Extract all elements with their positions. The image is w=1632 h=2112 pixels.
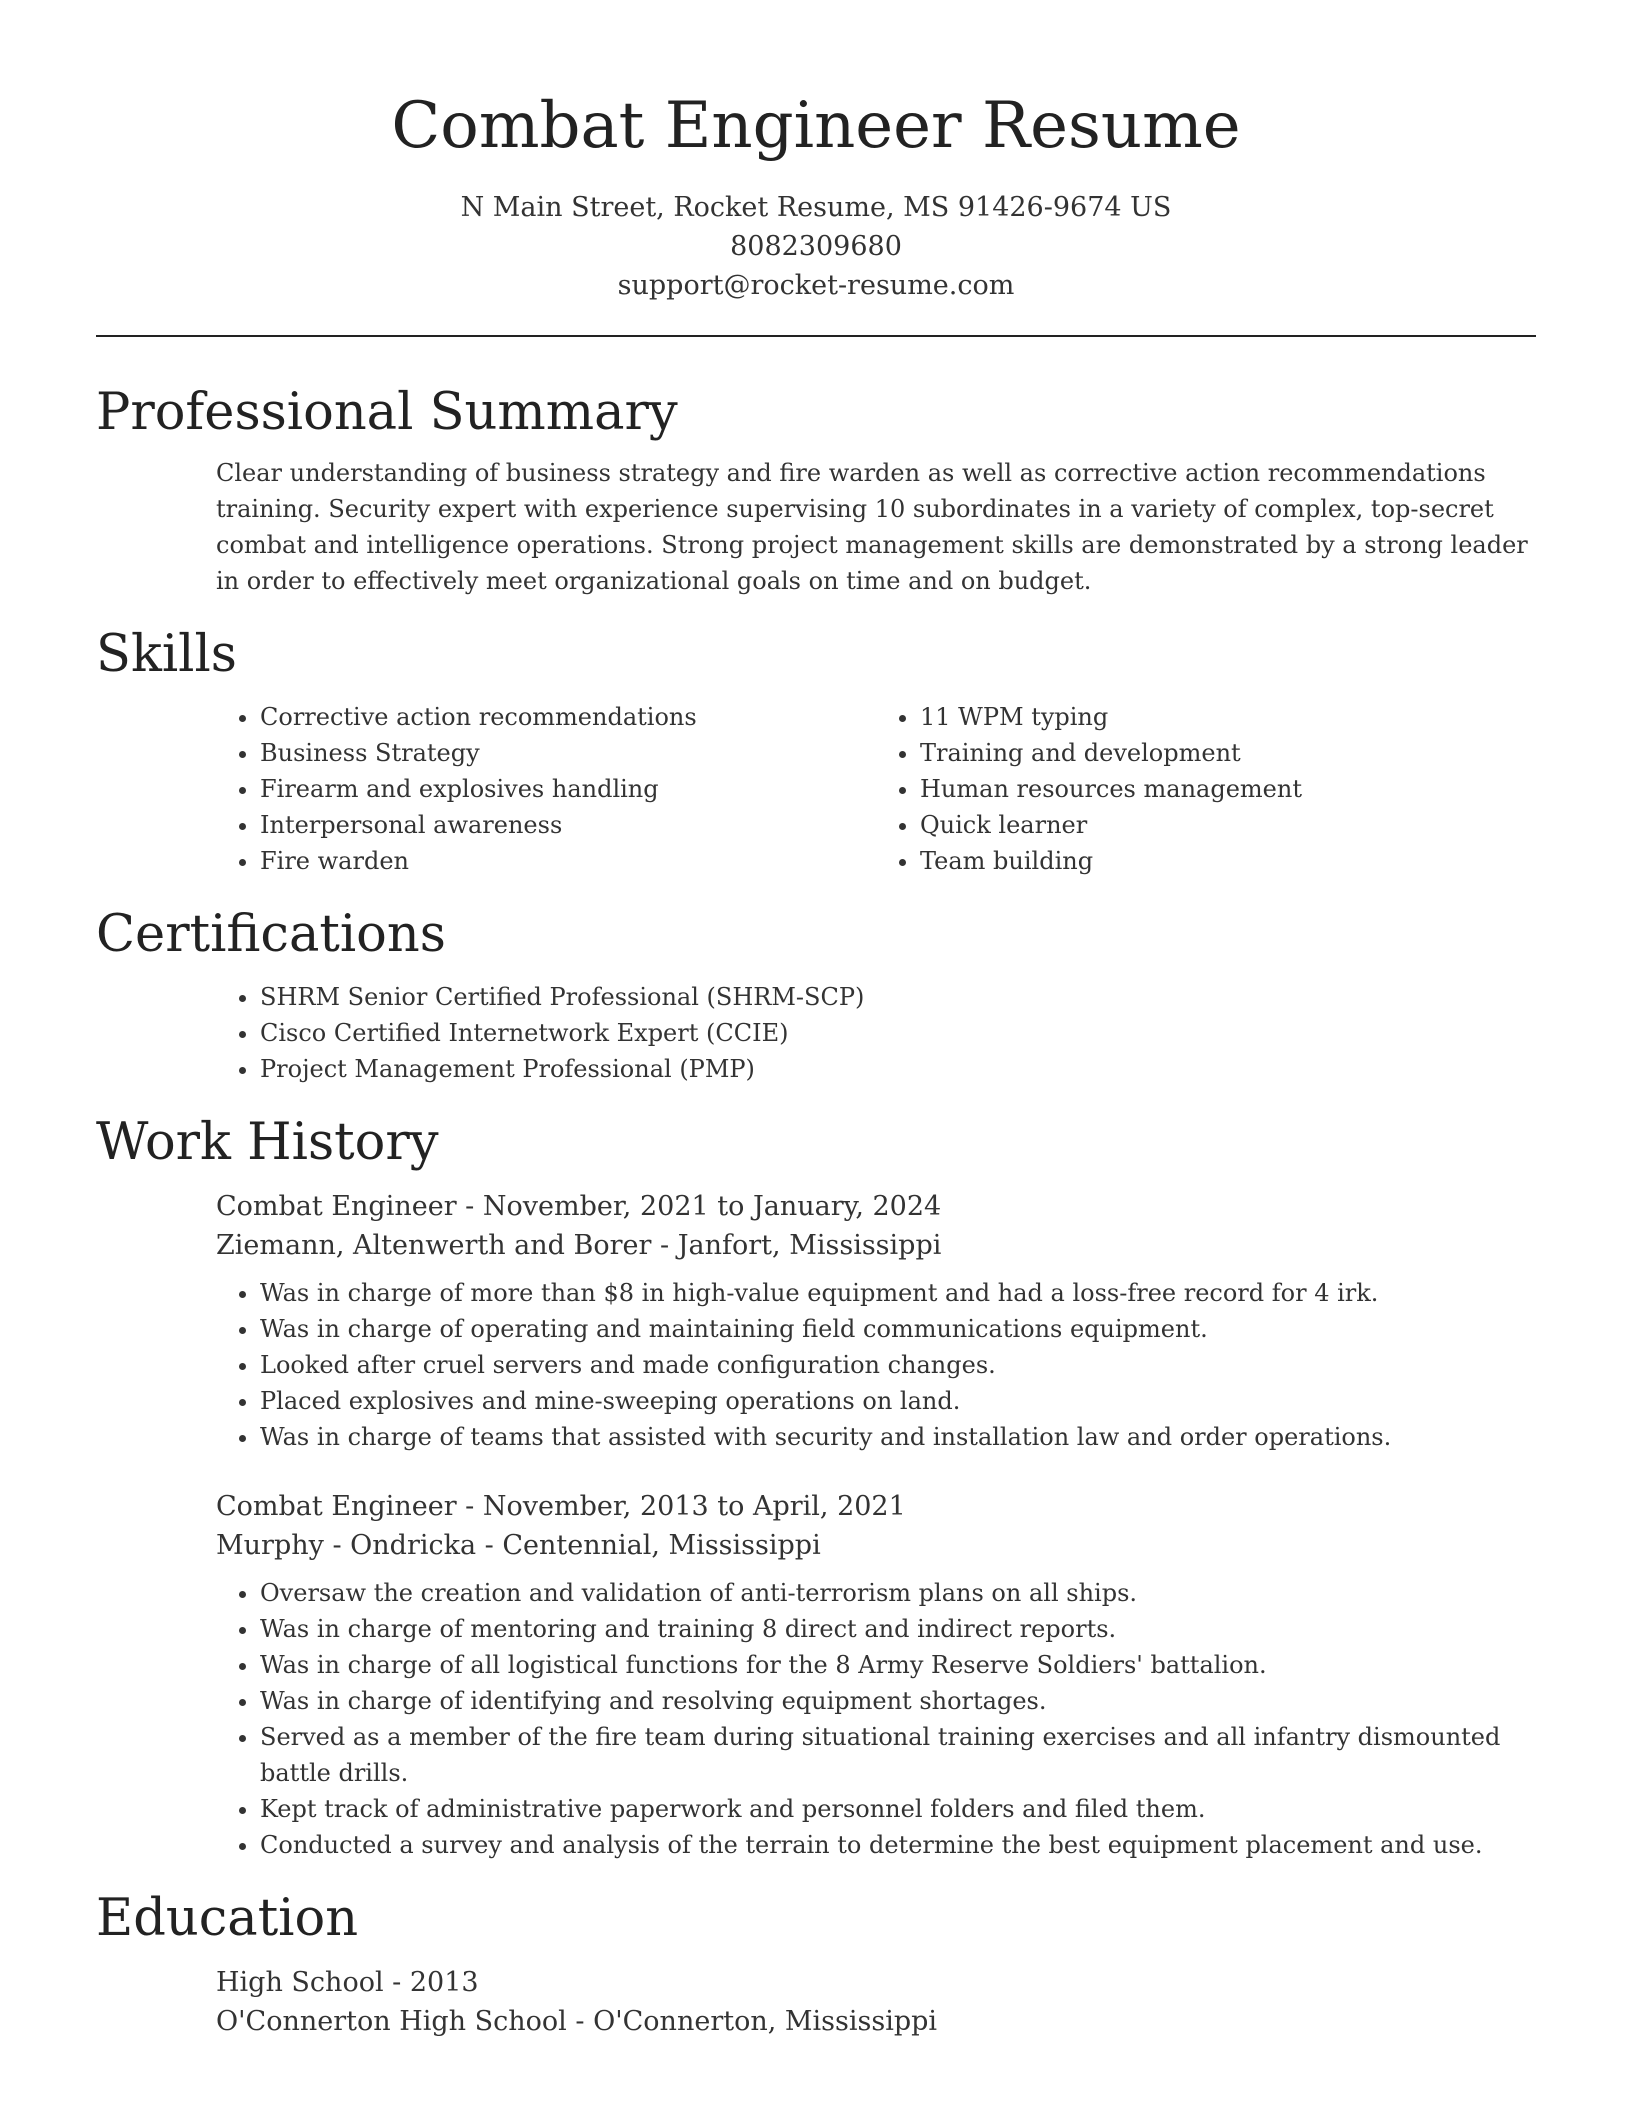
certification-item: • SHRM Senior Certified Professional (SHRM-SCP) (260, 979, 1536, 1015)
summary-heading: Professional Summary (96, 383, 678, 442)
certification-item: • Project Management Professional (PMP) (260, 1051, 1536, 1087)
resume-header (96, 84, 1536, 305)
job-bullet: • Looked after cruel servers and made configuration changes. (260, 1347, 1536, 1383)
job-bullets (216, 1275, 1536, 1455)
certifications-heading: Certifications (96, 905, 446, 964)
education-entry (216, 1963, 1536, 2041)
skills-columns (216, 699, 1536, 879)
job-title-line: Combat Engineer - November, 2021 to January, 2024 (216, 1191, 942, 1222)
work-history-heading: Work History (96, 1113, 439, 1172)
skill-item: • Firearm and explosives handling (260, 771, 876, 807)
job-bullet: • Placed explosives and mine-sweeping operations on land. (260, 1383, 1536, 1419)
certifications-list (216, 979, 1536, 1087)
skills-heading: Skills (96, 625, 237, 684)
job-bullets (216, 1575, 1536, 1863)
resume-title: Combat Engineer Resume (391, 89, 1241, 163)
job-bullet: • Was in charge of more than $8 in high-value equipment and had a loss-free record for 4 irk. (260, 1275, 1536, 1311)
certifications-section (96, 903, 1536, 1087)
job-entry (216, 1187, 1536, 1455)
job-bullet: • Was in charge of identifying and resolving equipment shortages. (260, 1683, 1536, 1719)
header-divider (96, 335, 1536, 337)
job-company-line: Murphy - Ondricka - Centennial, Mississippi (216, 1530, 821, 1561)
job-bullet: • Conducted a survey and analysis of the terrain to determine the best equipment placement and use. (260, 1827, 1536, 1863)
skill-item: • Team building (920, 843, 1536, 879)
summary-text: Clear understanding of business strategy and fire warden as well as corrective action recommendations training. Security expert with experience supervising 10 subordinates in a variety of complex, top-secret combat and intelligence operations. Strong project management skills are demonstrated by a strong leader in order to effectively meet organizational goals on time and on budget. (216, 459, 1528, 595)
job-bullet: • Was in charge of mentoring and training 8 direct and indirect reports. (260, 1611, 1536, 1647)
job-entry (216, 1487, 1536, 1863)
job-title-line: Combat Engineer - November, 2013 to April, 2021 (216, 1491, 906, 1522)
skills-list-left (216, 699, 876, 879)
job-bullet: • Oversaw the creation and validation of anti-terrorism plans on all ships. (260, 1575, 1536, 1611)
job-bullet: • Served as a member of the fire team during situational training exercises and all infantry dismounted battle drills. (260, 1719, 1536, 1791)
skill-item: • Human resources management (920, 771, 1536, 807)
contact-phone: 8082309680 (730, 231, 902, 262)
education-heading: Education (96, 1889, 359, 1948)
job-bullet: • Was in charge of operating and maintaining field communications equipment. (260, 1311, 1536, 1347)
contact-address: N Main Street, Rocket Resume, MS 91426-9674 US (460, 192, 1172, 223)
skills-section (96, 623, 1536, 879)
contact-email: support@rocket-resume.com (617, 270, 1015, 301)
job-bullet: • Kept track of administrative paperwork and personnel folders and filed them. (260, 1791, 1536, 1827)
certification-item: • Cisco Certified Internetwork Expert (CCIE) (260, 1015, 1536, 1051)
skill-item: • Business Strategy (260, 735, 876, 771)
skill-item: • Fire warden (260, 843, 876, 879)
skill-item: • Corrective action recommendations (260, 699, 876, 735)
education-degree-line: High School - 2013 (216, 1967, 479, 1998)
skill-item: • Training and development (920, 735, 1536, 771)
work-history-section (96, 1111, 1536, 1863)
job-bullet: • Was in charge of teams that assisted with security and installation law and order operations. (260, 1419, 1536, 1455)
job-bullet: • Was in charge of all logistical functions for the 8 Army Reserve Soldiers' battalion. (260, 1647, 1536, 1683)
skill-item: • Quick learner (920, 807, 1536, 843)
education-school-line: O'Connerton High School - O'Connerton, Mississippi (216, 2006, 938, 2037)
summary-section (96, 381, 1536, 599)
education-section (96, 1887, 1536, 2041)
job-company-line: Ziemann, Altenwerth and Borer - Janfort, Mississippi (216, 1230, 942, 1261)
skills-list-right (876, 699, 1536, 879)
resume-page (96, 0, 1536, 2041)
skill-item: • Interpersonal awareness (260, 807, 876, 843)
skill-item: • 11 WPM typing (920, 699, 1536, 735)
